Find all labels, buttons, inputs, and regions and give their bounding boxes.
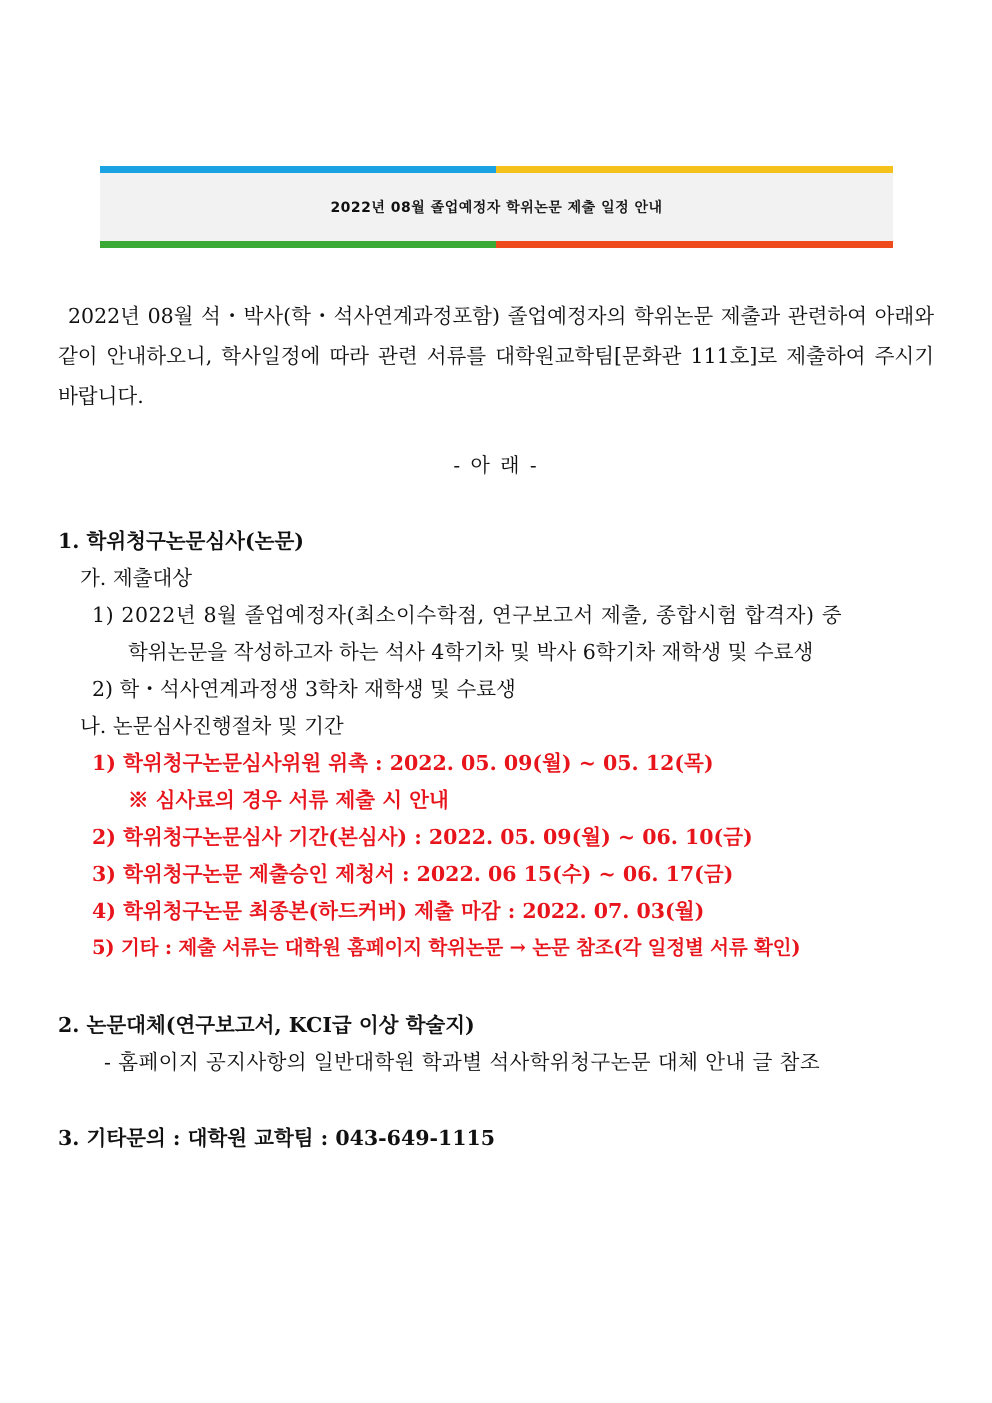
schedule-item-5: 5) 기타 : 제출 서류는 대학원 홈페이지 학위논문 → 논문 참조(각 일정별 서류 확인) — [92, 936, 801, 959]
title-bar-bottom-left — [100, 241, 496, 248]
title-banner — [100, 166, 893, 248]
intro-paragraph: 2022년 08월 석・박사(학・석사연계과정포함) 졸업예정자의 학위논문 제출과 관련하여 아래와 같이 안내하오니, 학사일정에 따라 관련 서류를 대학원교학팀[문화관 111호]로 제출하여 주시기 바랍니다. — [58, 304, 934, 408]
schedule-item-4: 4) 학위청구논문 최종본(하드커버) 제출 마감 : 2022. 07. 03(월) — [92, 899, 705, 923]
section1-sub-a-item1-line1: 1) 2022년 8월 졸업예정자(최소이수학점, 연구보고서 제출, 종합시험 합격자) 중 — [92, 603, 843, 627]
schedule-item-3: 3) 학위청구논문 제출승인 제청서 : 2022. 06 15(수) ~ 06. 17(금) — [92, 862, 734, 886]
section1-sub-a-item1-line2: 학위논문을 작성하고자 하는 석사 4학기차 및 박사 6학기차 재학생 및 수료생 — [128, 640, 814, 664]
document-title: 2022년 08월 졸업예정자 학위논문 제출 일정 안내 — [330, 200, 663, 216]
section1-heading: 1. 학위청구논문심사(논문) — [58, 529, 304, 553]
section1-sub-a-item2: 2) 학・석사연계과정생 3학차 재학생 및 수료생 — [92, 677, 516, 701]
schedule-item-1: 1) 학위청구논문심사위원 위촉 : 2022. 05. 09(월) ~ 05. 12(목) — [92, 751, 714, 775]
schedule-item-1-note: ※ 심사료의 경우 서류 제출 시 안내 — [128, 788, 449, 812]
section1-sub-a-label: 가. 제출대상 — [80, 566, 193, 590]
section1-sub-b-label: 나. 논문심사진행절차 및 기간 — [80, 714, 344, 738]
title-bar-top-right — [496, 166, 893, 173]
section2-heading: 2. 논문대체(연구보고서, KCI급 이상 학술지) — [58, 1013, 475, 1037]
below-marker: - 아 래 - — [453, 453, 539, 477]
section3-heading: 3. 기타문의 : 대학원 교학팀 : 043-649-1115 — [58, 1126, 496, 1150]
section2-note: - 홈페이지 공지사항의 일반대학원 학과별 석사학위청구논문 대체 안내 글 참조 — [104, 1050, 821, 1074]
title-bar-bottom-right — [496, 241, 893, 248]
schedule-item-2: 2) 학위청구논문심사 기간(본심사) : 2022. 05. 09(월) ~ 06. 10(금) — [92, 825, 753, 849]
title-bar-top-left — [100, 166, 496, 173]
